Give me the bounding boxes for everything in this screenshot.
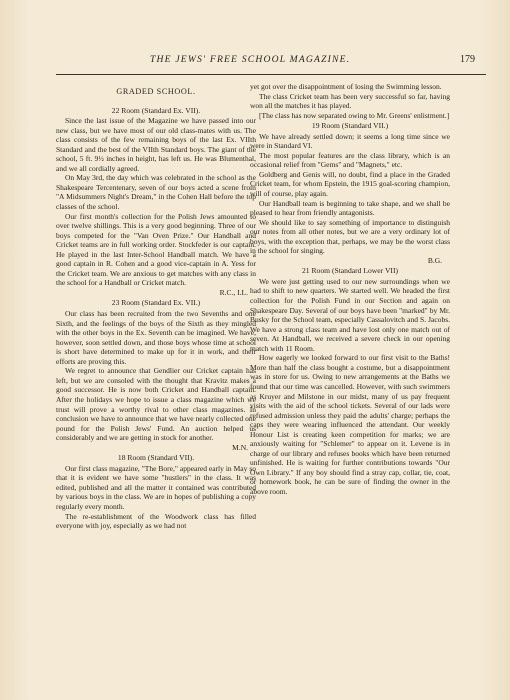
room-22-heading: 22 Room (Standard Ex. VII).: [111, 105, 201, 115]
paragraph: Goldberg and Genis will, no doubt, find a place in the Graded Cricket team, for whom Epstein, the 1915 goal-scoring champion, will of course, play again.: [250, 169, 450, 199]
paragraph: We regret to announce that Gendlier our Cricket captain has left, but we are consoled with the thought that Kravitz makes a good successor. He is now both Cricket and Handball captain. After the holidays we hope to issue a class magazine which we trust will prove a worthy rival to other class magazines. In conclusion we have to announce that we have nearly collected one pound for the Polish Jews' Fund. An auction helped us considerably and we are getting in stock for another.: [56, 366, 256, 443]
room-21-heading: 21 Room (Standard Lower VII): [301, 266, 399, 276]
paragraph: We were just getting used to our new surroundings when we had to shift to new quarters. We started well. We headed the first collection for the Polish Fund in our Section and again on Shakespeare Day. Several of our boys have been "marked" by Mr. Busky for the School team, especially Cassalovitch and S. Jacobs. We have a strong class team and have lost only one match out of seven. At Handball, we received a severe check in our opening match with 11 Room.: [250, 276, 450, 353]
room-18-heading: 18 Room (Standard VII).: [117, 453, 195, 463]
paragraph: We have already settled down; it seems a long time since we were in Standard VI.: [250, 131, 450, 151]
paragraph: Our class has been recruited from the two Sevenths and one Sixth, and the feelings of the boys of the Sixth as they mingled with the other boys in the Ex. Seventh can be imagined. We have, however, soon settled down, and those boys whose time at school is short have determined to make up for it in work, and their efforts are proving this.: [56, 309, 256, 366]
paragraph: The class Cricket team has been very successful so far, having won all the matches it has played.: [250, 91, 450, 111]
paragraph: On May 3rd, the day which was celebrated in the school as the Shakespeare Tercentenary, seven of our boys acted a scene from "A Midsummers Night's Dream," in the Cohen Hall before the top classes of the school.: [56, 173, 256, 212]
paragraph: The re-establishment of the Woodwork class has filled everyone with joy, especially as we had not: [56, 511, 256, 531]
paragraph: The most popular features are the class library, which is an occasional relief from "Gems" and "Magnets," etc.: [250, 150, 450, 170]
paragraph: yet got over the disappointment of losing the Swimming lesson.: [250, 82, 442, 91]
header-rule: [56, 74, 486, 75]
paragraph: Our Handball team is beginning to take shape, and we shall be pleased to hear from friendly antagonists.: [250, 198, 450, 218]
right-column: [250, 82, 450, 497]
left-column: [56, 82, 256, 531]
signature: R.C., I.L.: [219, 287, 248, 297]
paragraph: Since the last issue of the Magazine we have passed into our new class, but we have most of our old class-mates with us. The class consists of the few remaining boys of the last Ex. VIIth Standard and the best of the VIIth Standard boys. The giant of the school, 5 ft. 9½ inches in height, has left us. He was Blumenthal, and we all cordially agreed.: [56, 116, 256, 173]
signature: B.G.: [427, 255, 442, 265]
running-title: THE JEWS' FREE SCHOOL MAGAZINE.: [150, 54, 351, 65]
paragraph: Our first class magazine, "The Bore," appeared early in May so that it is evident we have some "hustlers" in the class. It was edited, published and all the matter it contained was contributed by various boys in the class. We are in hopes of publishing a copy regularly every month.: [56, 463, 256, 511]
signature: M.N.: [232, 442, 248, 452]
running-head: [0, 54, 510, 68]
paragraph: How eagerly we looked forward to our first visit to the Baths! More than half the class bought a costume, but a disappointment was in store for us. Owing to new arrangements at the Baths we found that our time was cancelled. However, with such swimmers as Kruyer and Milstone in our midst, many of us pay frequent visits with the aid of the school tickets. Several of our lads were refused admission unless they paid the adults' charge; perhaps the caps they were wearing influenced the attendant. Our weekly Honour List is creating keen competition for marks; we are anxiously waiting for "Schlemer" to appear on it. Levene is in charge of our library and refuses books which have been returned unfinished. He is waiting for further contributions towards "Our Own Library." If any boy should find a stray cap, collar, tie, coat, or homework book, he can be sure of finding the owner in the above room.: [250, 353, 450, 496]
page-number: 179: [460, 54, 475, 65]
paragraph: We should like to say something of importance to distinguish our notes from all other notes, but we are a very ordinary lot of boys, with the exception that, perhaps, we may be the worst class in the school for singing.: [250, 217, 450, 256]
editorial-note: [The class has now separated owing to Mr. Greens' enlistment.]: [259, 110, 450, 120]
room-19-heading: 19 Room (Standard VII.): [311, 121, 389, 131]
section-heading: GRADED SCHOOL.: [116, 87, 196, 96]
room-23-heading: 23 Room (Standard Ex. VII.): [111, 298, 201, 308]
paragraph: Our first month's collection for the Polish Jews amounted to over twelve shillings. This is a very good beginning. Three of our boys competed for the "Van Oven Prize." Our Handball and Cricket teams are in full working order. Stockfeder is our captain. He played in the last Inter-School Handball match. We have a good captain in R. Cohen and a good vice-captain in A. Yess for the Cricket team. We are anxious to get matches with any class in the school for a Handball or Cricket match.: [56, 211, 256, 288]
